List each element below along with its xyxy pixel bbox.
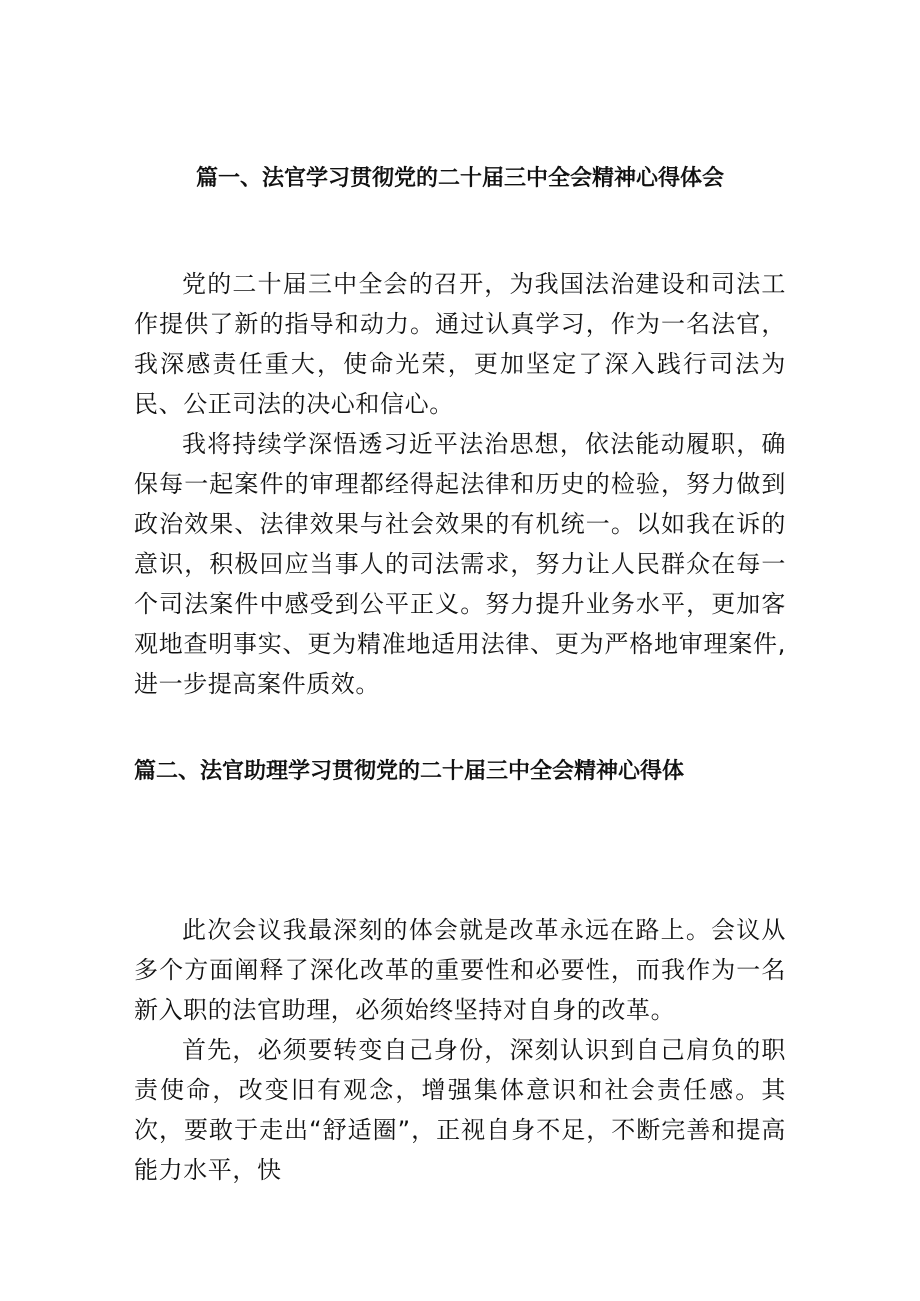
section-1-paragraph-2: 我将持续学深悟透习近平法治思想，依法能动履职，确保每一起案件的审理都经得起法律和历史的检验，努力做到政治效果、法律效果与社会效果的有机统一。以如我在诉的意识，积极回应当事人的司法需求，努力让人民群众在每一个司法案件中感受到公平正义。努力提升业务水平，更加客观地查明事实、更为精准地适用法律、更为严格地审理案件,进一步提高案件质效。 (134, 430, 786, 698)
section-2-paragraph-1: 此次会议我最深刻的体会就是改革永远在路上。会议从多个方面阐释了深化改革的重要性和必要性，而我作为一名新入职的法官助理，必须始终坚持对自身的改革。 (134, 916, 786, 1024)
section-2-paragraph-2: 首先，必须要转变自己身份，深刻认识到自己肩负的职责使命，改变旧有观念，增强集体意识和社会责任感。其次，要敢于走出“舒适圈”，正视自身不足，不断完善和提高能力水平，快 (134, 1036, 786, 1184)
section-1-title: 篇一、法官学习贯彻党的二十届三中全会精神心得体会 (195, 166, 724, 191)
section-2-title: 篇二、法官助理学习贯彻党的二十届三中全会精神心得体 (134, 759, 685, 784)
section-1-paragraph-1: 党的二十届三中全会的召开，为我国法治建设和司法工作提供了新的指导和动力。通过认真学习，作为一名法官，我深感责任重大，使命光荣，更加坚定了深入践行司法为民、公正司法的决心和信心。 (134, 270, 786, 418)
